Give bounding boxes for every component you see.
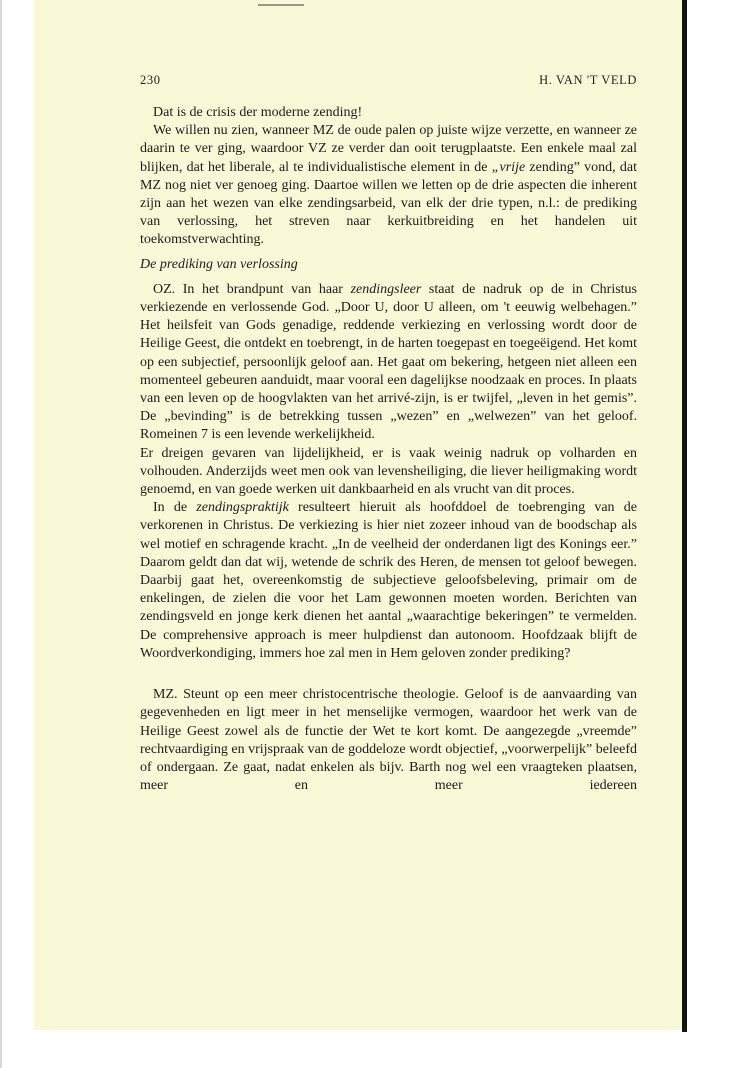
- paragraph-mz-text: MZ. Steunt op een meer christocentrische theologie. Geloof is de aanvaarding van gegevenheden en ligt meer in het menselijke vermogen, waardoor het werk van de Heilige Geest zowel als de functie der Wet te kort komt. De aangezegde „vreemde” rechtvaardiging en vrijspraak van de goddeloze wordt objectief, „voorwerpelijk” beleefd of ondergaan. Ze gaat, nadat enkelen als bijv. Barth nog wel een vraagteken plaatsen, meer en meer iedereen: [140, 687, 637, 794]
- scan-top-mark: [258, 4, 304, 6]
- paragraph-gap: [140, 663, 637, 686]
- scan-left-edge: [0, 0, 2, 1068]
- paragraph-praktijk: [140, 499, 637, 663]
- emphasis-vrije: „vrije: [491, 159, 526, 175]
- paragraph-crisis: [140, 104, 637, 122]
- emphasis-zendingsleer: zendingsleer: [350, 281, 422, 297]
- body-text: [140, 104, 637, 795]
- emphasis-zendingspraktijk: zendingspraktijk: [196, 500, 289, 516]
- paragraph-praktijk-text-b: resulteert hieruit als hoofddoel de toebrenging van de verkorenen in Christus. De verkiezing is hier niet zozeer inhoud van de boodschap als wel motief en schragende kracht. „In de veelheid der onderdanen ligt des Konings eer.” Daarom geldt dan dat wij, wetende de schrik des Heren, de mensen tot geloof bewegen. Daarbij gaat het, overeenkomstig de subjectieve geloofsbeleving, primair om de enkelingen, de zielen die voor het Lam gewonnen moeten worden. Berichten van zendingsveld en jonge kerk dienen het aantal „waarachtige bekeringen” te vermelden. De comprehensive approach is meer hulpdienst dan autonoom. Hoofdzaak blijft de Woordverkondiging, immers hoe zal men in Hem geloven zonder prediking?: [140, 500, 637, 661]
- paragraph-oz-text-a: OZ. In het brandpunt van haar: [153, 281, 351, 297]
- section-heading: De prediking van verlossing: [140, 256, 298, 272]
- paragraph-gevaren: [140, 445, 637, 500]
- page-number: 230: [140, 73, 161, 87]
- paragraph-intro-text-b: zending” vond, dat MZ nog niet ver genoeg ging. Daartoe willen we letten op de drie aspecten die inherent zijn aan het wezen van elke zendingsarbeid, van elk der drie typen, n.l.: de prediking van verlossing, het streven naar kerkuitbreiding en het handelen uit toekomstverwachting.: [140, 159, 638, 248]
- paragraph-praktijk-text-a: In de: [153, 500, 197, 516]
- paragraph-gevaren-text: Er dreigen gevaren van lijdelijkheid, er is vaak weinig nadruk op volharden en volhouden. Anderzijds weet men ook van levensheiliging, die liever heiligmaking wordt genoemd, en van goede werken uit dankbaarheid en als vrucht van dit proces.: [140, 445, 637, 498]
- paragraph-intro-text-a: We willen nu zien, wanneer MZ de oude palen op juiste wijze verzette, en wanneer ze daarin te ver ging, waardoor VZ ze verder dan ooit terugplaatste. Een enkele maal zal blijken, dat het liberale, al te individualistische element in de: [140, 123, 637, 175]
- running-head-author: H. VAN 'T VELD: [539, 73, 637, 87]
- paragraph-mz: [140, 686, 637, 795]
- paragraph-oz: [140, 281, 637, 445]
- paragraph-oz-text-b: staat de nadruk op de in Christus verkiezende en verlossende God. „Door U, door U alleen, om 't eeuwig welbehagen.” Het heilsfeit van Gods genadige, reddende verkiezing en verlossing wordt door de Heilige Geest, die ontdekt en toebrengt, in de harten toegepast en toegeëigend. Het komt op een subjectief, persoonlijk geloof aan. Het gaat om bekering, hetgeen niet alleen een momenteel gebeuren aanduidt, maar vooral een dagelijkse noodzaak en proces. In plaats van een leven op de hoogvlakten van het arrivé-zijn, is er twijfel, „leven in het gemis”. De „bevinding” is de betrekking tussen „wezen” en „welwezen” van het geloof. Romeinen 7 is een levende werkelijkheid.: [140, 281, 638, 443]
- book-spine-edge: [682, 0, 687, 1032]
- paragraph-crisis-text: Dat is de crisis der moderne zending!: [153, 105, 363, 120]
- paragraph-intro: [140, 122, 637, 249]
